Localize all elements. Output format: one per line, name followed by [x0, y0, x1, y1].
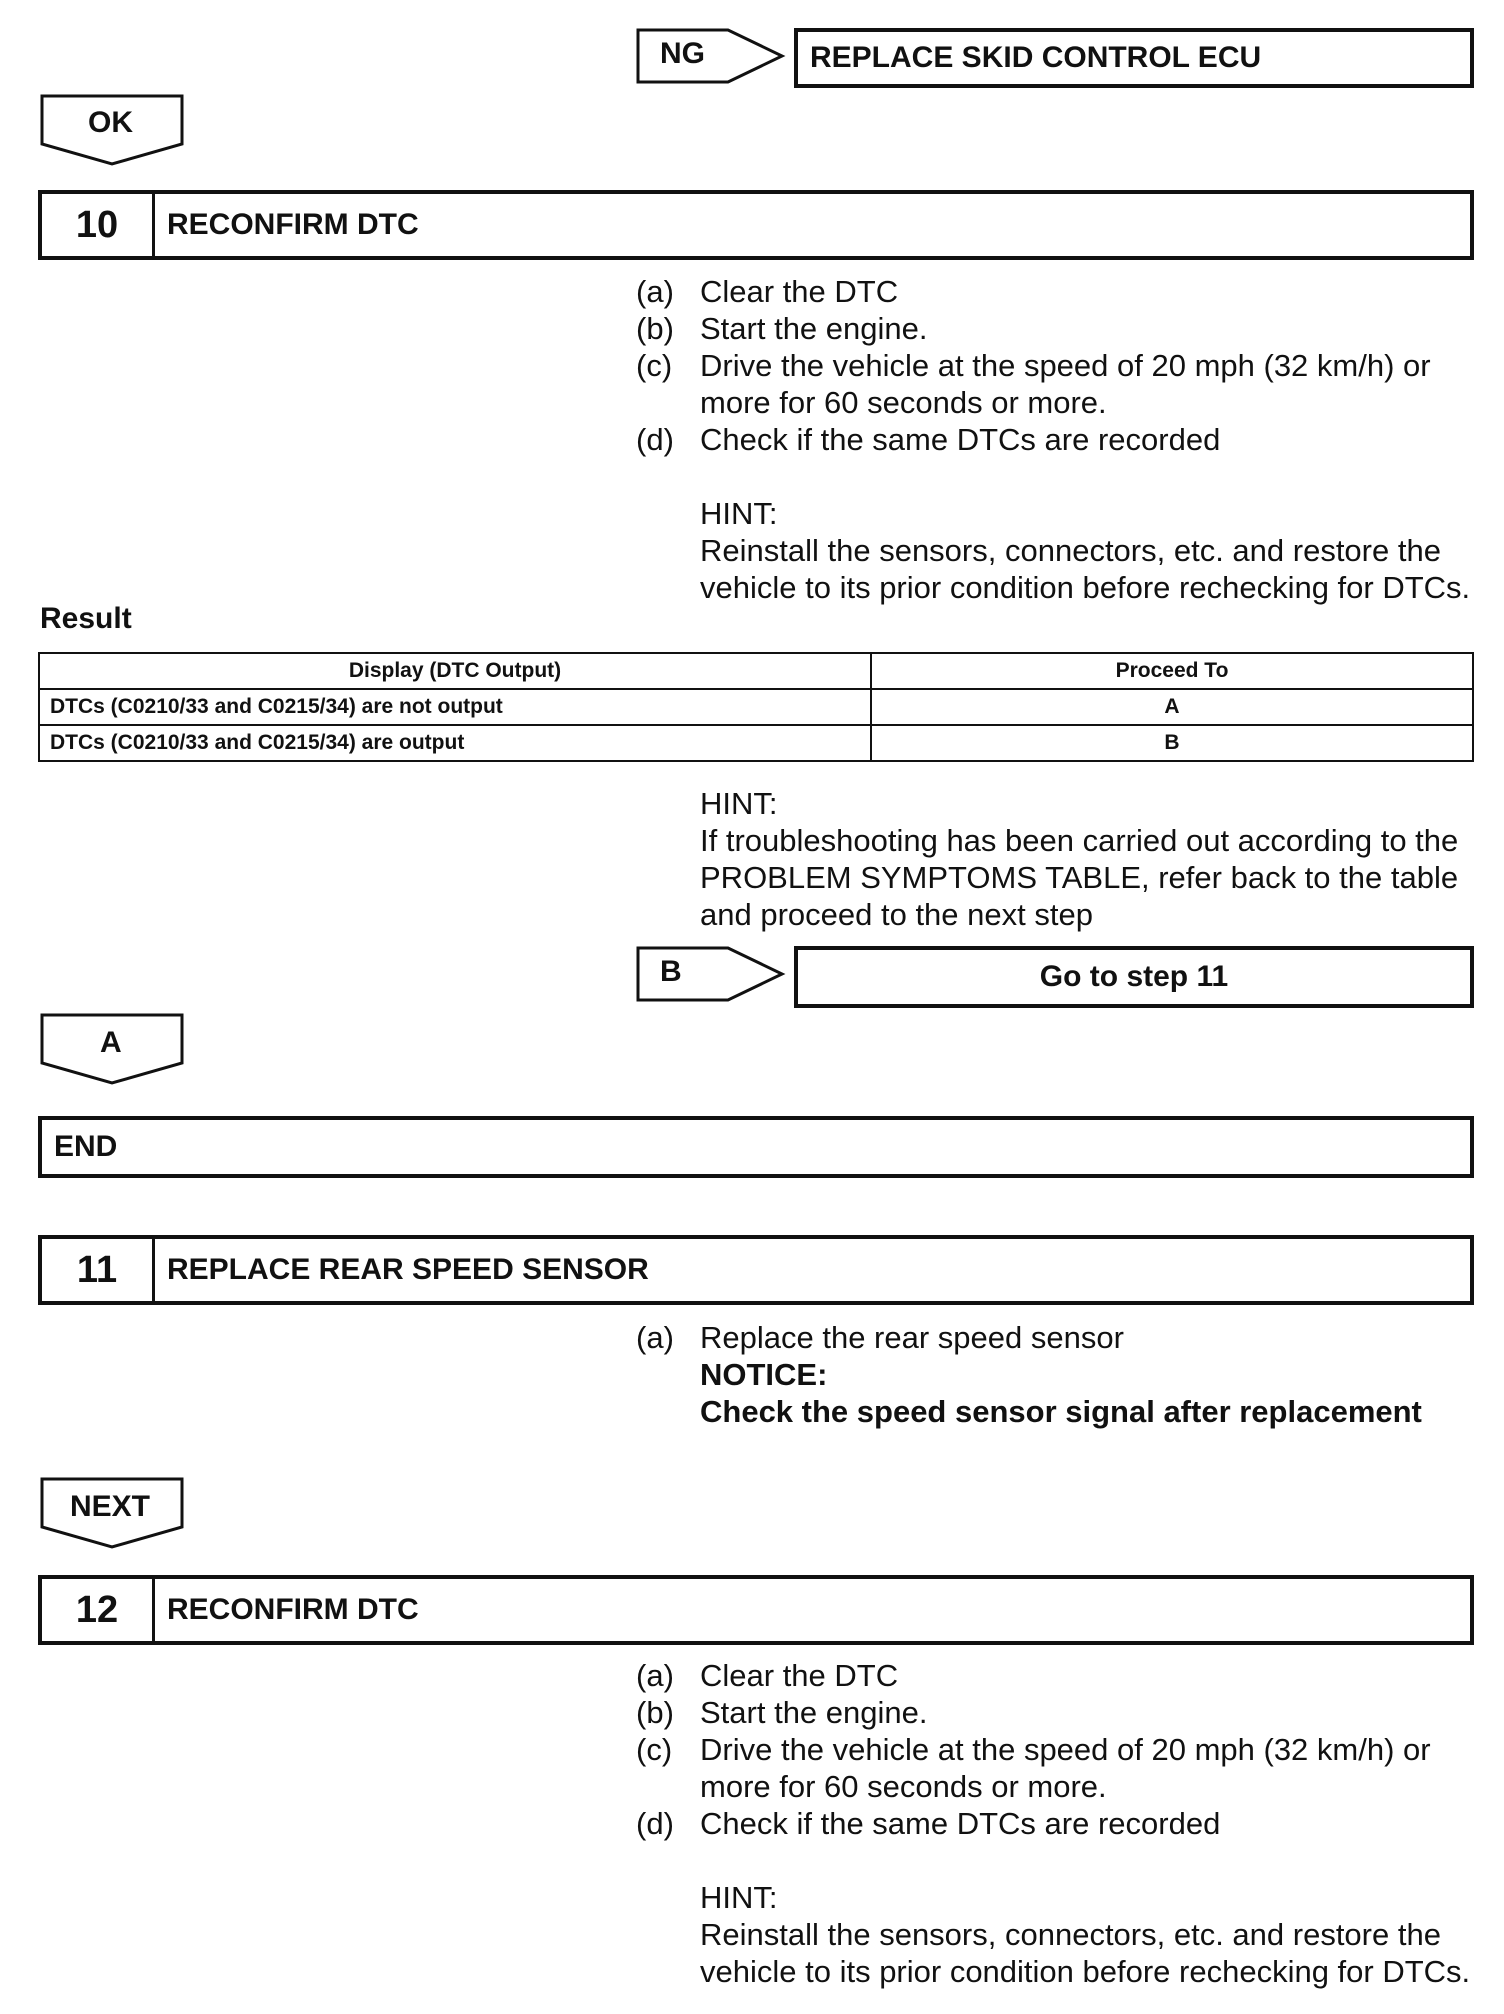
instruction-item: [636, 1731, 1496, 1805]
instruction-item: [636, 1694, 1496, 1731]
instruction-item: [636, 421, 1496, 458]
instruction-item: [636, 1319, 1496, 1430]
hint-label: HINT:: [700, 496, 778, 531]
instruction-line: more for 60 seconds or more.: [700, 1769, 1107, 1804]
step-10-title: RECONFIRM DTC: [167, 208, 419, 241]
instruction-label: (d): [636, 422, 674, 457]
step-12-number: 12: [42, 1579, 155, 1641]
notice-label: NOTICE:: [700, 1357, 828, 1392]
instruction-text: [700, 1731, 1496, 1805]
hint-line: Reinstall the sensors, connectors, etc. and restore the: [700, 533, 1441, 568]
hint-line: vehicle to its prior condition before rechecking for DTCs.: [700, 570, 1471, 605]
result-label: Result: [40, 602, 132, 635]
instruction-item: [636, 273, 1496, 310]
hint-label: HINT:: [700, 1880, 778, 1915]
end-box: [38, 1116, 1474, 1178]
step-11-title: REPLACE REAR SPEED SENSOR: [167, 1253, 649, 1286]
step-10-header: [38, 190, 1474, 260]
instruction-text: [700, 347, 1496, 421]
ok-branch-label: OK: [88, 106, 133, 139]
step-10-hint2: [700, 785, 1490, 933]
ng-branch-label: NG: [660, 37, 705, 70]
step-11-header: [38, 1235, 1474, 1305]
instruction-label: (b): [636, 1695, 674, 1730]
instruction-text: Check if the same DTCs are recorded: [700, 1806, 1221, 1841]
next-branch-label: NEXT: [70, 1490, 151, 1523]
b-branch-label: B: [660, 955, 682, 988]
hint-block: [636, 495, 1496, 606]
ng-action-text: REPLACE SKID CONTROL ECU: [810, 41, 1262, 74]
instruction-line: Drive the vehicle at the speed of 20 mph (32 km/h) or: [700, 1732, 1431, 1767]
hint-label: HINT:: [700, 786, 778, 821]
step-12-title: RECONFIRM DTC: [167, 1593, 419, 1626]
b-branch-arrow: [636, 946, 786, 1002]
instruction-text: Start the engine.: [700, 1695, 928, 1730]
instruction-label: (b): [636, 311, 674, 346]
ng-action-box: [794, 28, 1474, 88]
step-11-instructions: [636, 1319, 1496, 1430]
instruction-label: (a): [636, 1320, 674, 1355]
instruction-line: more for 60 seconds or more.: [700, 385, 1107, 420]
step-12-header: [38, 1575, 1474, 1645]
instruction-text: Clear the DTC: [700, 274, 899, 309]
table-row: [39, 689, 1473, 725]
instruction-text: Start the engine.: [700, 311, 928, 346]
step-10-instructions: [636, 273, 1496, 606]
table-header-display: Display (DTC Output): [39, 653, 871, 689]
instruction-text: Check if the same DTCs are recorded: [700, 422, 1221, 457]
ng-branch-arrow: [636, 28, 786, 84]
table-header-proceed: Proceed To: [871, 653, 1473, 689]
hint-line: vehicle to its prior condition before rechecking for DTCs.: [700, 1954, 1471, 1989]
table-cell: DTCs (C0210/33 and C0215/34) are not output: [39, 689, 871, 725]
instruction-label: (a): [636, 1658, 674, 1693]
hint-line: If troubleshooting has been carried out according to the: [700, 823, 1459, 858]
instruction-text: Clear the DTC: [700, 1658, 899, 1693]
hint-line: and proceed to the next step: [700, 897, 1093, 932]
instruction-text: Replace the rear speed sensor: [700, 1320, 1124, 1355]
instruction-item: [636, 310, 1496, 347]
instruction-label: (a): [636, 274, 674, 309]
instruction-label: (c): [636, 1732, 673, 1767]
instruction-item: [636, 1805, 1496, 1842]
step-12-instructions: [636, 1657, 1496, 1990]
hint-line: Reinstall the sensors, connectors, etc. and restore the: [700, 1917, 1441, 1952]
go-to-step-11-text: Go to step 11: [1039, 960, 1229, 993]
notice-text: Check the speed sensor signal after replacement: [700, 1394, 1422, 1429]
step-10-number: 10: [42, 194, 155, 256]
instruction-item: [636, 347, 1496, 421]
instruction-label: (c): [636, 348, 673, 383]
table-cell: A: [871, 689, 1473, 725]
instruction-label: (d): [636, 1806, 674, 1841]
hint-line: PROBLEM SYMPTOMS TABLE, refer back to the table: [700, 860, 1459, 895]
a-branch-label: A: [100, 1026, 122, 1059]
table-cell: B: [871, 725, 1473, 761]
step-11-number: 11: [42, 1239, 155, 1301]
instruction-item: [636, 1657, 1496, 1694]
instruction-line: Drive the vehicle at the speed of 20 mph (32 km/h) or: [700, 348, 1431, 383]
table-cell: DTCs (C0210/33 and C0215/34) are output: [39, 725, 871, 761]
table-header-row: [39, 653, 1473, 689]
result-table: [38, 652, 1474, 762]
table-row: [39, 725, 1473, 761]
end-text: END: [54, 1130, 118, 1163]
hint-block: [636, 1879, 1496, 1990]
go-to-step-11-box: [794, 946, 1474, 1008]
